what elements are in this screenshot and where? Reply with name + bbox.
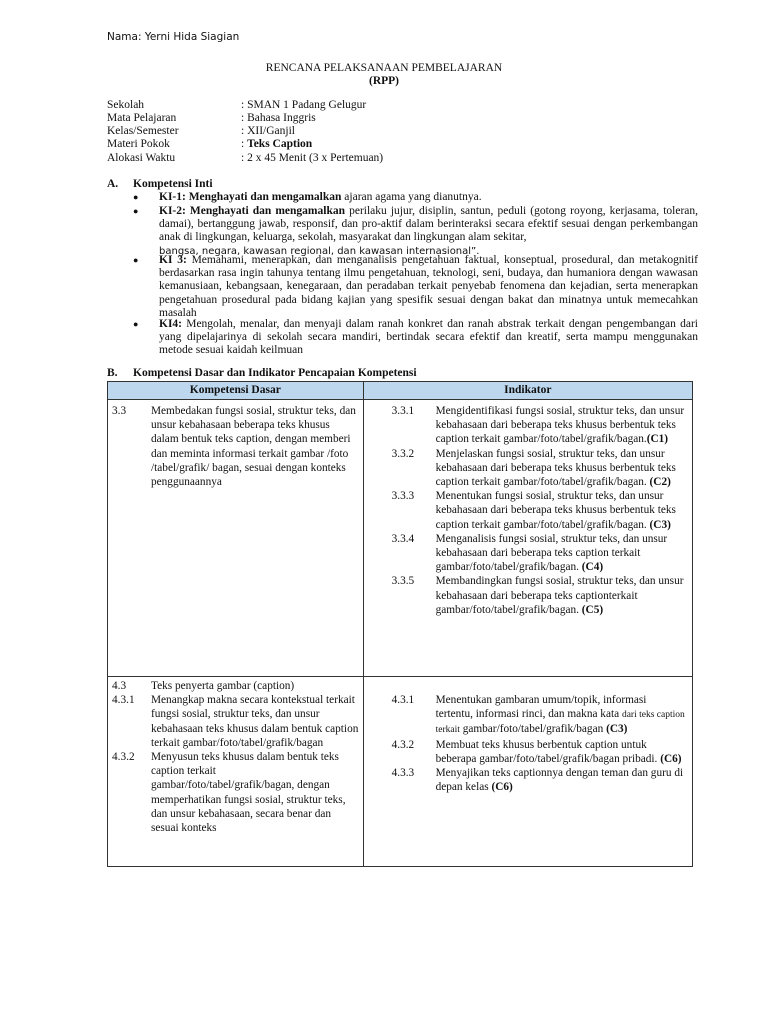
- indicator-item: [392, 447, 686, 490]
- identity-label: Kelas/Semester: [107, 125, 179, 137]
- section-b-heading: [107, 367, 417, 379]
- ki-head: KI-1: Menghayati dan mengamalkan: [159, 191, 342, 203]
- ki-tail: bangsa, negara, kawasan regional, dan kawasan internasional”.: [159, 245, 480, 257]
- section-a-heading: [107, 178, 213, 190]
- identity-label: Mata Pelajaran: [107, 112, 177, 124]
- identity-value: : XII/Ganjil: [241, 125, 295, 137]
- indicator-code: (C4): [581, 561, 604, 574]
- indicator-text: Menentukan gambaran umum/topik, informasi tertentu, informasi rinci, dan makna kata: [435, 694, 647, 721]
- identity-value: : 2 x 45 Menit (3 x Pertemuan): [241, 152, 384, 164]
- section-title: Kompetensi Dasar dan Indikator Pencapaian Kompetensi: [133, 367, 417, 379]
- indicator-text: Menganalisis fungsi sosial, struktur teks, dan unsur kebahasaan dari beberapa teks caption terkait gambar/foto/tabel/grafik/bagan.: [435, 532, 668, 574]
- identity-value: Teks Caption: [247, 138, 313, 150]
- ki-item-4: [133, 318, 698, 358]
- indicator-code: (C6): [491, 781, 513, 794]
- section-number: A.: [107, 178, 119, 190]
- indicator-text: Mengidentifikasi fungsi sosial, struktur teks, dan unsur kebahasaan dari beberapa teks khusus berbentuk teks caption terkait gambar/foto/tabel/grafik/bagan.: [435, 405, 685, 446]
- kd-number: 4.3: [112, 680, 127, 692]
- kd-item: [112, 404, 359, 489]
- indicator-text: Menyajikan teks captionnya dengan teman dan guru di depan kelas: [435, 767, 684, 794]
- bullet-icon: ●: [133, 192, 139, 202]
- indicator-item: [392, 738, 686, 766]
- document-title: RENCANA PELAKSANAAN PEMBELAJARAN: [265, 62, 503, 74]
- bullet-icon: ●: [133, 206, 139, 216]
- identity-label: Sekolah: [107, 99, 145, 111]
- ki-body: ajaran agama yang dianutnya.: [341, 191, 482, 203]
- indicator-code: (C1): [646, 433, 669, 446]
- identity-row-school: [107, 99, 366, 112]
- indicator-text: Menjelaskan fungsi sosial, struktur teks, dan unsur kebahasaan dari beberapa teks khusus berbentuk teks caption terkait gambar/foto/tabel/grafik/bagan.: [435, 447, 676, 489]
- indicator-item: [392, 404, 686, 447]
- identity-row-class: [107, 125, 295, 138]
- table-row: [108, 400, 693, 677]
- indicator-number: 3.3.4: [391, 532, 415, 545]
- indicator-cell: [363, 677, 692, 867]
- kd-number: 4.3.2: [112, 751, 135, 764]
- ki-item-2: [133, 205, 698, 258]
- indicator-text: Membuat teks khusus berbentuk caption untuk beberapa gambar/foto/tabel/grafik/bagan pribadi.: [435, 738, 661, 765]
- identity-value: : SMAN 1 Padang Gelugur: [241, 99, 367, 111]
- ki-item-3: [133, 254, 698, 320]
- kd-number: 4.3.1: [112, 694, 135, 707]
- indicator-item: [392, 489, 686, 532]
- indicator-number: 3.3.5: [391, 575, 415, 588]
- indicator-code: (C2): [649, 476, 671, 489]
- ki-head: KI4:: [159, 318, 182, 330]
- kd-text: Membedakan fungsi sosial, struktur teks, dan unsur kebahasaan beberapa teks khusus dalam bentuk teks caption, dengan memberi dan meminta informasi terkait gambar /foto /tabel/grafik/ bagan, sesuai dengan konteks penggunaannya: [151, 405, 356, 489]
- indicator-number: 3.3.3: [391, 490, 415, 503]
- ki-head: KI-2: Menghayati dan mengamalkan: [159, 205, 346, 217]
- kd-text: Teks penyerta gambar (caption): [151, 680, 295, 692]
- indicator-number: 4.3.3: [391, 767, 415, 780]
- ki-head: KI 3:: [159, 254, 187, 266]
- section-number: B.: [107, 367, 118, 379]
- identity-value-prefix: :: [241, 138, 248, 150]
- competency-table: [107, 381, 693, 867]
- identity-row-subject: [107, 112, 316, 125]
- ki-body: perilaku jujur, disiplin, santun, peduli (gotong royong, kerjasama, toleran, damai), bertanggung jawab, responsif, dan pro-aktif dalam berinteraksi secara efektif sesuai dengan perkembangan anak di lingkungan, keluarga, sekolah, masyarakat dan lingkungan alam sekitar,: [159, 205, 699, 244]
- indicator-number: 4.3.2: [391, 738, 415, 751]
- indicator-code: (C6): [660, 752, 682, 765]
- bullet-icon: ●: [133, 319, 139, 329]
- indicator-number: 3.3.2: [391, 447, 415, 460]
- indicator-text-continued: gambar/foto/tabel/grafik/bagan: [459, 723, 607, 736]
- identity-row-topic: [107, 138, 312, 151]
- kd-text: Menangkap makna secara kontekstual terkait fungsi sosial, struktur teks, dan unsur kebahasaan teks khusus dalam bentuk caption terkait gambar/foto/tabel/grafik/bagan: [151, 694, 359, 749]
- bullet-icon: ●: [133, 255, 139, 265]
- document-subtitle: (RPP): [368, 75, 399, 87]
- indicator-item: [392, 766, 686, 794]
- indicator-cell: [363, 400, 692, 677]
- indicator-text: Membandingkan fungsi sosial, struktur teks, dan unsur kebahasaan dari beberapa teks captionterkait gambar/foto/tabel/grafik/bagan.: [435, 575, 684, 616]
- table-header-kd: Kompetensi Dasar: [108, 382, 364, 400]
- author-name: Nama: Yerni Hida Siagian: [107, 31, 240, 43]
- indicator-text: Menentukan fungsi sosial, struktur teks, dan unsur kebahasaan dari beberapa teks khusus berbentuk teks caption terkait gambar/foto/tabel/grafik/bagan.: [435, 490, 676, 531]
- identity-value: : Bahasa Inggris: [241, 112, 316, 124]
- kd-number: 3.3: [112, 405, 127, 417]
- kd-cell: [108, 400, 364, 677]
- indicator-text-small: dari teks caption terkait: [435, 710, 685, 736]
- table-row: [108, 677, 693, 867]
- kd-text: Menyusun teks khusus dalam bentuk teks caption terkait gambar/foto/tabel/grafik/bagan, dengan memperhatikan fungsi sosial, struktur teks, dan unsur kebahasaan, secara benar dan sesuai konteks: [151, 751, 346, 835]
- indicator-number: 4.3.1: [391, 694, 415, 706]
- kd-item: [112, 750, 359, 835]
- indicator-item: [392, 574, 686, 617]
- indicator-item: [392, 693, 686, 738]
- indicator-code: (C5): [581, 603, 604, 616]
- indicator-item: [392, 532, 686, 575]
- indicator-code: (C3): [606, 723, 628, 736]
- section-title: Kompetensi Inti: [133, 178, 213, 190]
- kd-item: [112, 679, 359, 693]
- kd-item: [112, 693, 359, 750]
- identity-label: Alokasi Waktu: [107, 152, 176, 164]
- ki-body: Mengolah, menalar, dan menyaji dalam ranah konkret dan ranah abstrak terkait dengan pengembangan dari yang dipelajarinya di sekolah secara mandiri, bertindak secara efektif dan kreatif, serta mampu menggunakan metode sesuai kaidah keilmuan: [159, 318, 698, 357]
- identity-row-time: [107, 152, 383, 165]
- table-header-row: [108, 382, 693, 400]
- indicator-number: 3.3.1: [391, 405, 415, 417]
- table-header-indicator: Indikator: [363, 382, 692, 400]
- ki-body: Memahami, menerapkan, dan menganalisis pengetahuan faktual, konseptual, prosedural, dan metakognitif berdasarkan rasa ingin tahunya tentang ilmu pengetahuan, teknologi, seni, budaya, dan humaniora dengan wawasan kemanusiaan, kebangsaan, kenegaraan, dan peradaban terkait penyebab fenomena dan kejadian, serta menerapkan pengetahuan prosedural pada bidang kajian yang spesifik sesuai dengan bakat dan minatnya untuk memecahkan masalah: [159, 254, 699, 319]
- ki-item-1: [133, 191, 698, 204]
- identity-label: Materi Pokok: [107, 138, 170, 150]
- indicator-code: (C3): [649, 518, 671, 531]
- kd-cell: [108, 677, 364, 867]
